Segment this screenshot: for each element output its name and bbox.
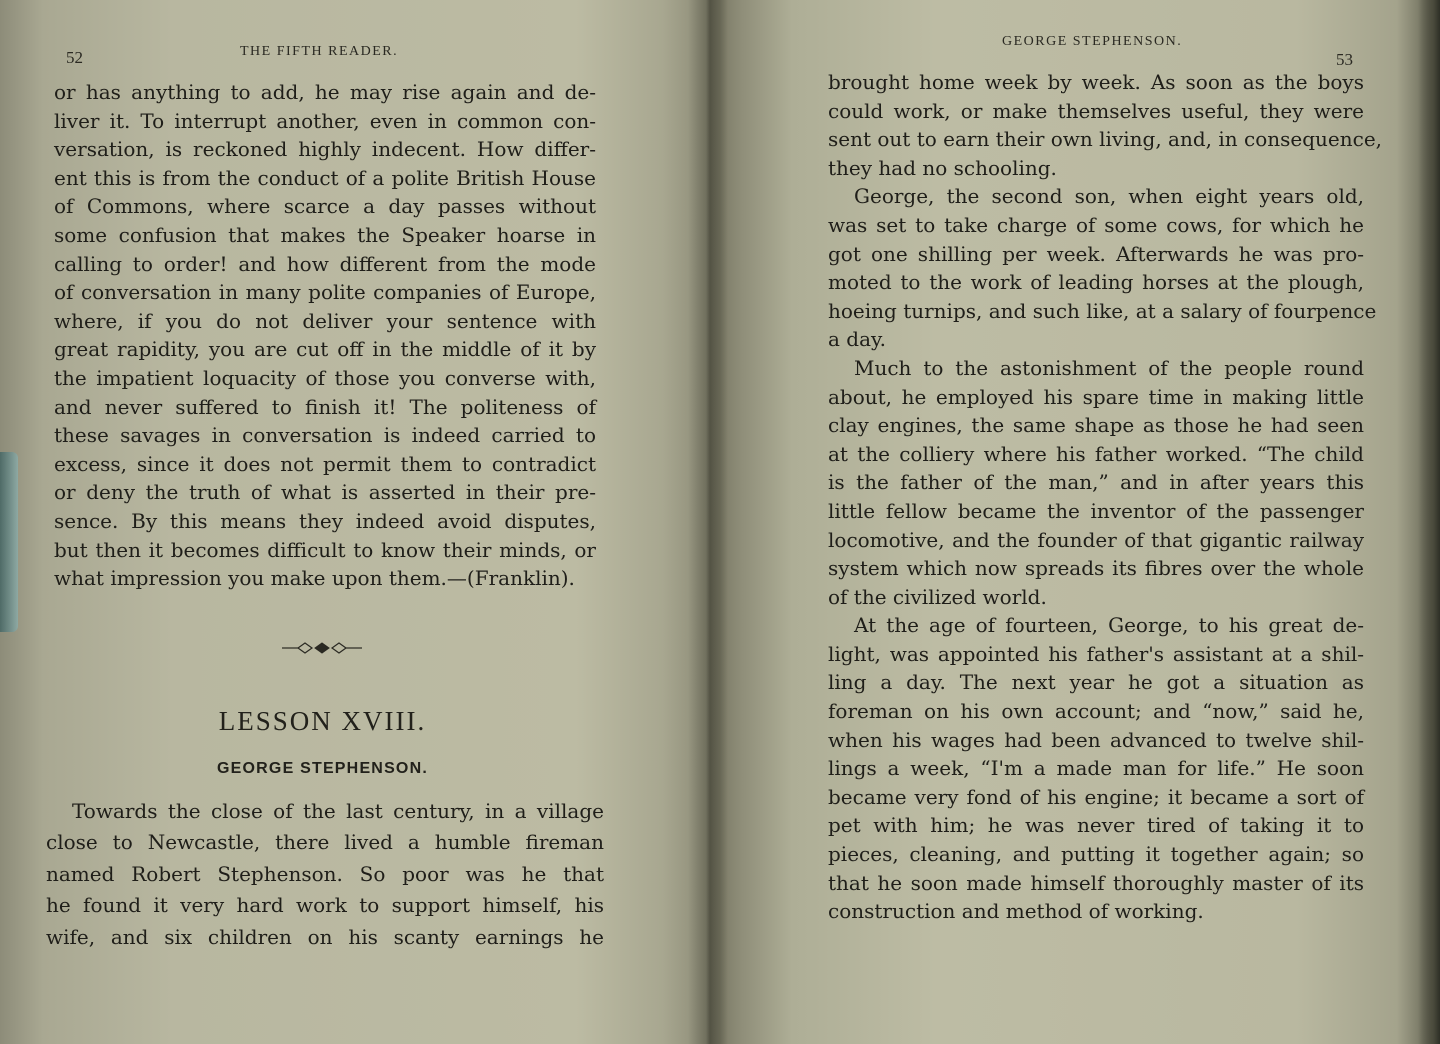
text-line: hoeing turnips, and such like, at a salary of fourpence [828, 298, 1377, 323]
text-line: little fellow became the inventor of the passenger [828, 498, 1364, 523]
text-line: brought home week by week. As soon as the boys [828, 70, 1364, 94]
text-line: ent this is from the conduct of a polite British House [54, 165, 596, 190]
text-line: George, the second son, when eight years old, [854, 184, 1364, 209]
text-line: great rapidity, you are cut off in the middle of it by [54, 337, 596, 362]
text-line: or deny the truth of what is asserted in their pre- [54, 480, 596, 505]
lesson-title: LESSON XVIII. [218, 706, 427, 736]
text-line: Much to the astonishment of the people round [854, 355, 1364, 380]
text-line: sent out to earn their own living, and, in consequence, [828, 127, 1383, 152]
text-line: excess, since it does not permit them to contradict [54, 451, 596, 476]
section-ornament [280, 640, 364, 656]
text-line: calling to order! and how different from the mode [54, 251, 596, 276]
text-line: versation, is reckoned highly indecent. How differ- [54, 137, 596, 162]
text-line: Towards the close of the last century, in a village [72, 799, 604, 823]
text-line: of the civilized world. [828, 584, 1047, 609]
text-line: of Commons, where scarce a day passes without [54, 194, 596, 219]
text-line: of conversation in many polite companies of Europe, [54, 280, 596, 305]
text-line: was set to take charge of some cows, for which he [828, 212, 1364, 237]
text-line: and never suffered to finish it! The politeness of [54, 394, 596, 419]
text-line: clay engines, the same shape as those he had seen [828, 413, 1364, 438]
text-line: they had no schooling. [828, 155, 1057, 180]
text-line: pet with him; he was never tired of taking it to [828, 813, 1364, 838]
text-line: at the colliery where his father worked. “The child [828, 441, 1364, 466]
continuation-paragraph [54, 78, 596, 593]
text-line: pieces, cleaning, and putting it together again; so [828, 842, 1364, 867]
text-line: the impatient loquacity of those you converse with, [54, 365, 596, 390]
text-line: where, if you do not deliver your sentence with [54, 308, 596, 333]
text-line: light, was appointed his father's assistant at a shil- [828, 641, 1364, 666]
text-line: these savages in conversation is indeed carried to [54, 423, 596, 448]
text-line: that he soon made himself thoroughly master of its [828, 870, 1364, 895]
text-line: he found it very hard work to support himself, his [46, 893, 604, 918]
text-line: became very fond of his engine; it became a sort of [828, 784, 1364, 809]
text-line: but then it becomes difficult to know their minds, or [54, 537, 596, 562]
text-line: moted to the work of leading horses at the plough, [828, 270, 1364, 295]
text-line: locomotive, and the founder of that gigantic railway [828, 527, 1364, 552]
left-page [0, 0, 710, 1044]
text-line: sence. By this means they indeed avoid disputes, [54, 508, 596, 533]
text-line: a day. [828, 327, 887, 352]
text-line: or has anything to add, he may rise again and de- [54, 80, 596, 104]
text-line: could work, or make themselves useful, they were [828, 98, 1364, 123]
page-number-left: 52 [66, 48, 83, 67]
page-number-right: 53 [1336, 50, 1353, 69]
text-line: foreman on his own account; and “now,” said he, [828, 699, 1364, 724]
text-line: liver it. To interrupt another, even in common con- [54, 108, 596, 133]
text-line: wife, and six children on his scanty earnings he [46, 924, 604, 949]
running-head-right: GEORGE STEPHENSON. [1002, 34, 1183, 49]
running-head-left: THE FIFTH READER. [240, 44, 399, 59]
text-line: ling a day. The next year he got a situation as [828, 670, 1364, 695]
text-line: lings a week, “I'm a made man for life.” He soon [828, 756, 1364, 781]
text-line: when his wages had been advanced to twelve shil- [828, 727, 1364, 752]
right-page-body [828, 68, 1383, 926]
lesson-opening-paragraph [46, 796, 604, 953]
text-line: is the father of the man,” and in after years this [828, 470, 1364, 495]
lesson-subtitle: GEORGE STEPHENSON. [217, 760, 428, 777]
text-line: got one shilling per week. Afterwards he was pro- [828, 241, 1364, 266]
right-page [716, 0, 1440, 1044]
text-line: system which now spreads its fibres over the whole [828, 556, 1364, 581]
text-line: construction and method of working. [828, 899, 1204, 924]
text-line: some confusion that makes the Speaker hoarse in [54, 222, 596, 247]
text-line: what impression you make upon them.—(Franklin). [54, 566, 575, 591]
book-cover-edge [1418, 0, 1440, 1044]
text-line: At the age of fourteen, George, to his great de- [854, 613, 1364, 638]
text-line: named Robert Stephenson. So poor was he that [46, 861, 604, 886]
text-line: about, he employed his spare time in making little [828, 384, 1364, 409]
text-line: close to Newcastle, there lived a humble fireman [46, 830, 604, 855]
